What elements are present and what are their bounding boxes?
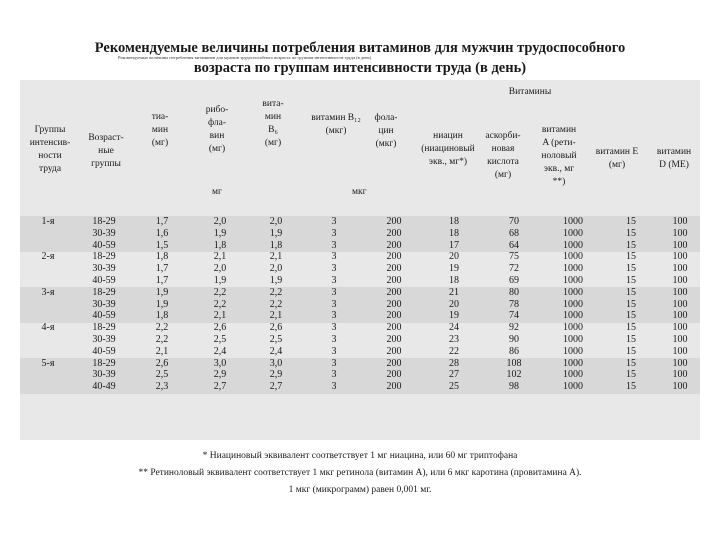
- table-row: [20, 275, 700, 287]
- value-cell: 3: [331, 310, 337, 322]
- value-cell: 72: [509, 263, 519, 275]
- value-cell: 2,6: [155, 357, 169, 369]
- value-cell: 92: [509, 322, 519, 334]
- unit-mkg: мкг: [352, 187, 367, 197]
- value-cell: 1,8: [213, 239, 227, 251]
- value-cell: 15: [626, 381, 636, 393]
- value-cell: 3: [331, 263, 337, 275]
- age-cell: 40-59: [92, 239, 116, 251]
- value-cell: 15: [626, 333, 636, 345]
- value-cell: 74: [509, 310, 519, 322]
- value-cell: 15: [626, 286, 636, 298]
- header-vitamin-b12: витамин B₁₂ (мкг): [311, 113, 361, 136]
- footnote-retinol: ** Ретиноловый эквивалент соответствует 1 мкг ретинола (витамин A), или 6 мкг каротина (провитамина A).: [138, 468, 582, 478]
- value-cell: 100: [672, 298, 688, 310]
- value-cell: 1,7: [155, 263, 169, 275]
- value-cell: 200: [386, 251, 402, 263]
- table-row: [20, 299, 700, 311]
- value-cell: 1000: [563, 333, 583, 345]
- value-cell: 200: [386, 239, 402, 251]
- age-cell: 40-59: [92, 310, 116, 322]
- value-cell: 2,0: [269, 263, 283, 275]
- value-cell: 3: [331, 286, 337, 298]
- value-cell: 3: [331, 369, 337, 381]
- value-cell: 200: [386, 286, 402, 298]
- table-row: [20, 263, 700, 275]
- value-cell: 200: [386, 298, 402, 310]
- value-cell: 1,8: [155, 310, 169, 322]
- value-cell: 2,1: [213, 310, 227, 322]
- value-cell: 200: [386, 310, 402, 322]
- value-cell: 17: [449, 239, 459, 251]
- group-cell: 5-я: [41, 357, 55, 369]
- value-cell: 1,9: [213, 274, 227, 286]
- value-cell: 102: [506, 369, 522, 381]
- value-cell: 1,8: [269, 239, 283, 251]
- group-cell: 3-я: [41, 286, 55, 298]
- age-cell: 18-29: [92, 322, 116, 334]
- value-cell: 2,4: [213, 345, 227, 357]
- value-cell: 18: [449, 227, 459, 239]
- value-cell: 1,9: [155, 298, 169, 310]
- header-vitamin-d: витамин D (МЕ): [656, 147, 692, 170]
- group-cell: [20, 263, 76, 275]
- group-cell: 1-я: [41, 216, 55, 227]
- age-cell: 30-39: [92, 298, 116, 310]
- unit-mg: мг: [212, 187, 222, 197]
- value-cell: 80: [509, 286, 519, 298]
- value-cell: 1,7: [155, 216, 169, 227]
- value-cell: 100: [672, 322, 688, 334]
- value-cell: 19: [449, 310, 459, 322]
- header-vitamin-e: витамин E (мг): [595, 147, 639, 170]
- value-cell: 100: [672, 357, 688, 369]
- value-cell: 2,7: [213, 381, 227, 393]
- age-cell: 40-59: [92, 274, 116, 286]
- value-cell: 2,2: [155, 333, 169, 345]
- value-cell: 100: [672, 310, 688, 322]
- value-cell: 3: [331, 298, 337, 310]
- value-cell: 100: [672, 381, 688, 393]
- value-cell: 2,5: [213, 333, 227, 345]
- value-cell: 1000: [563, 274, 583, 286]
- value-cell: 15: [626, 239, 636, 251]
- value-cell: 3: [331, 333, 337, 345]
- table-row: [20, 381, 700, 393]
- header-vitamin-a: витамин A (рети- ноловый экв., мг **): [541, 125, 577, 187]
- group-cell: [20, 346, 76, 358]
- value-cell: 86: [509, 345, 519, 357]
- age-cell: 18-29: [92, 286, 116, 298]
- value-cell: 15: [626, 345, 636, 357]
- age-cell: 18-29: [92, 357, 116, 369]
- value-cell: 15: [626, 357, 636, 369]
- value-cell: 70: [509, 216, 519, 227]
- value-cell: 200: [386, 345, 402, 357]
- header-riboflavin: рибо- фла- вин (мг): [205, 105, 229, 154]
- group-cell: [20, 240, 76, 252]
- value-cell: 2,2: [155, 322, 169, 334]
- table-row: [20, 216, 700, 228]
- value-cell: 2,5: [269, 333, 283, 345]
- vitamin-table: [20, 216, 700, 393]
- header-vitamins: Витамины: [508, 87, 552, 97]
- value-cell: 1000: [563, 381, 583, 393]
- age-cell: 40-59: [92, 345, 116, 357]
- value-cell: 1,9: [155, 286, 169, 298]
- header-niacin: ниацин (ниациновый экв., мг*): [421, 131, 475, 167]
- value-cell: 1000: [563, 345, 583, 357]
- value-cell: 100: [672, 239, 688, 251]
- value-cell: 15: [626, 227, 636, 239]
- value-cell: 21: [449, 286, 459, 298]
- value-cell: 2,0: [213, 216, 227, 227]
- header-age: Возраст- ные группы: [88, 133, 124, 169]
- value-cell: 1,9: [213, 227, 227, 239]
- value-cell: 100: [672, 263, 688, 275]
- table-row: [20, 228, 700, 240]
- age-cell: 18-29: [92, 251, 116, 263]
- value-cell: 1,8: [155, 251, 169, 263]
- value-cell: 3: [331, 216, 337, 227]
- value-cell: 22: [449, 345, 459, 357]
- value-cell: 100: [672, 216, 688, 227]
- age-cell: 30-39: [92, 227, 116, 239]
- value-cell: 1000: [563, 286, 583, 298]
- value-cell: 1000: [563, 239, 583, 251]
- value-cell: 2,9: [213, 369, 227, 381]
- value-cell: 15: [626, 274, 636, 286]
- value-cell: 1000: [563, 369, 583, 381]
- value-cell: 15: [626, 322, 636, 334]
- value-cell: 100: [672, 345, 688, 357]
- value-cell: 3: [331, 239, 337, 251]
- value-cell: 2,2: [213, 298, 227, 310]
- value-cell: 200: [386, 274, 402, 286]
- value-cell: 25: [449, 381, 459, 393]
- value-cell: 2,7: [269, 381, 283, 393]
- value-cell: 2,2: [269, 298, 283, 310]
- group-cell: [20, 310, 76, 322]
- table-row: [20, 240, 700, 252]
- value-cell: 24: [449, 322, 459, 334]
- value-cell: 64: [509, 239, 519, 251]
- subtitle: Рекомендуемые величины потребления витаминов для мужчин трудоспособного возраста по группам интенсивности труда (в день): [118, 55, 372, 60]
- age-cell: 18-29: [92, 216, 116, 227]
- table-row: [20, 322, 700, 334]
- value-cell: 100: [672, 369, 688, 381]
- value-cell: 1,9: [269, 227, 283, 239]
- value-cell: 1000: [563, 251, 583, 263]
- value-cell: 15: [626, 310, 636, 322]
- value-cell: 2,1: [213, 251, 227, 263]
- value-cell: 3: [331, 357, 337, 369]
- value-cell: 3: [331, 227, 337, 239]
- value-cell: 200: [386, 263, 402, 275]
- value-cell: 200: [386, 216, 402, 227]
- group-cell: [20, 369, 76, 381]
- value-cell: 100: [672, 227, 688, 239]
- value-cell: 15: [626, 251, 636, 263]
- value-cell: 19: [449, 263, 459, 275]
- value-cell: 3: [331, 322, 337, 334]
- title-line-2: возраста по группам интенсивности труда (в день): [193, 60, 527, 76]
- value-cell: 200: [386, 322, 402, 334]
- value-cell: 2,1: [269, 251, 283, 263]
- header-thiamin: тиа- мин (мг): [151, 112, 169, 148]
- group-cell: [20, 334, 76, 346]
- value-cell: 2,6: [269, 322, 283, 334]
- value-cell: 28: [449, 357, 459, 369]
- header-ascorbic-acid: аскорби- новая кислота (мг): [485, 131, 521, 180]
- value-cell: 27: [449, 369, 459, 381]
- value-cell: 1,6: [155, 227, 169, 239]
- value-cell: 1000: [563, 310, 583, 322]
- value-cell: 2,1: [269, 310, 283, 322]
- table-row: [20, 346, 700, 358]
- group-cell: [20, 275, 76, 287]
- value-cell: 2,0: [213, 263, 227, 275]
- table-row: [20, 251, 700, 263]
- table-row: [20, 310, 700, 322]
- value-cell: 3: [331, 345, 337, 357]
- value-cell: 1000: [563, 227, 583, 239]
- value-cell: 200: [386, 381, 402, 393]
- value-cell: 2,6: [213, 322, 227, 334]
- value-cell: 100: [672, 274, 688, 286]
- header-groups: Группы интенсив- ности труда: [29, 125, 71, 174]
- value-cell: 1000: [563, 357, 583, 369]
- value-cell: 2,0: [269, 216, 283, 227]
- value-cell: 75: [509, 251, 519, 263]
- group-cell: 2-я: [41, 251, 55, 263]
- value-cell: 100: [672, 286, 688, 298]
- value-cell: 2,5: [155, 369, 169, 381]
- age-cell: 40-49: [92, 381, 116, 393]
- value-cell: 1,9: [269, 274, 283, 286]
- footnote-microgram: 1 мкг (микрограмм) равен 0,001 мг.: [288, 485, 432, 495]
- footnote-niacin: * Ниациновый эквивалент соответствует 1 мг ниацина, или 60 мг триптофана: [202, 451, 518, 461]
- value-cell: 100: [672, 333, 688, 345]
- value-cell: 20: [449, 251, 459, 263]
- age-cell: 30-39: [92, 263, 116, 275]
- footnotes: [0, 448, 720, 499]
- value-cell: 200: [386, 369, 402, 381]
- value-cell: 90: [509, 333, 519, 345]
- value-cell: 2,4: [269, 345, 283, 357]
- header-vitamin-b6: вита- мин B₆ (мг): [262, 99, 284, 148]
- table-row: [20, 287, 700, 299]
- value-cell: 2,3: [155, 381, 169, 393]
- group-cell: 4-я: [41, 322, 55, 334]
- value-cell: 1000: [563, 216, 583, 227]
- value-cell: 2,2: [269, 286, 283, 298]
- value-cell: 3,0: [269, 357, 283, 369]
- value-cell: 2,2: [213, 286, 227, 298]
- age-cell: 30-39: [92, 369, 116, 381]
- group-cell: [20, 299, 76, 311]
- value-cell: 15: [626, 369, 636, 381]
- value-cell: 1000: [563, 322, 583, 334]
- value-cell: 3,0: [213, 357, 227, 369]
- value-cell: 200: [386, 357, 402, 369]
- group-cell: [20, 381, 76, 393]
- value-cell: 200: [386, 227, 402, 239]
- header-folacin: фола- цин (мкг): [374, 113, 398, 149]
- value-cell: 23: [449, 333, 459, 345]
- value-cell: 1,5: [155, 239, 169, 251]
- value-cell: 69: [509, 274, 519, 286]
- table-row: [20, 369, 700, 381]
- table-row: [20, 334, 700, 346]
- value-cell: 78: [509, 298, 519, 310]
- value-cell: 15: [626, 216, 636, 227]
- value-cell: 68: [509, 227, 519, 239]
- value-cell: 3: [331, 251, 337, 263]
- value-cell: 18: [449, 216, 459, 227]
- value-cell: 3: [331, 274, 337, 286]
- value-cell: 15: [626, 263, 636, 275]
- value-cell: 2,9: [269, 369, 283, 381]
- group-cell: [20, 228, 76, 240]
- value-cell: 1000: [563, 263, 583, 275]
- value-cell: 1,7: [155, 274, 169, 286]
- value-cell: 98: [509, 381, 519, 393]
- value-cell: 15: [626, 298, 636, 310]
- value-cell: 108: [506, 357, 522, 369]
- value-cell: 20: [449, 298, 459, 310]
- value-cell: 1000: [563, 298, 583, 310]
- age-cell: 30-39: [92, 333, 116, 345]
- table-row: [20, 358, 700, 370]
- value-cell: 200: [386, 333, 402, 345]
- title-line-1: Рекомендуемые величины потребления витаминов для мужчин трудоспособного: [94, 40, 626, 56]
- value-cell: 2,1: [155, 345, 169, 357]
- value-cell: 18: [449, 274, 459, 286]
- value-cell: 3: [331, 381, 337, 393]
- value-cell: 100: [672, 251, 688, 263]
